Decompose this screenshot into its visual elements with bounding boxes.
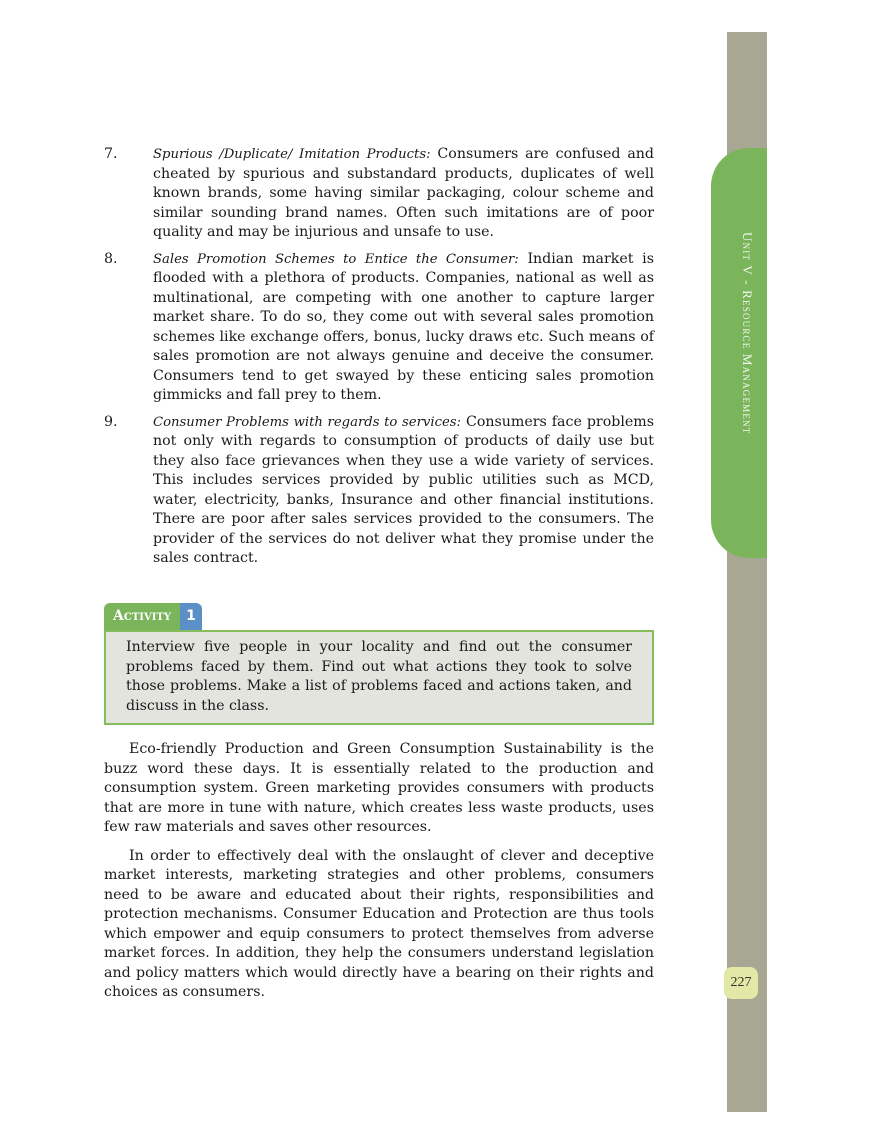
list-item-text: Indian market is flooded with a plethora of products. Companies, national as well as multinational, are competing with one another to capture larger market share. To do so, they come out with several sales promotion schemes like exchange offers, bonus, lucky draws etc. Such means of sales promotion are not always genuine and deceive the consumer. Consumers tend to get swayed by these enticing sales promotion gimmicks and fall prey to them. [153,250,654,403]
activity-text: Interview five people in your locality and find out the consumer problems faced by them. Find out what actions they took to solve those problems. Make a list of problems faced and actions taken, and discuss in the class. [104,630,654,725]
list-item [104,145,654,243]
list-item-text: Consumers face problems not only with regards to consumption of products of daily use but they also face grievances when they use a wide variety of services. This includes services provided by public utilities such as MCD, water, electricity, banks, Insurance and other financial institutions. There are poor after sales services provided to the consumers. The provider of the services do not deliver what they promise under the sales contract. [153,413,654,566]
list-item-number: 8. [104,250,118,267]
activity-header [104,603,654,630]
paragraph: Eco-friendly Production and Green Consumption Sustainability is the buzz word these days. It is essentially related to the production and consumption system. Green marketing provides consumers with products that are more in tune with nature, which creates less waste products, uses few raw materials and saves other resources. [104,741,654,835]
list-item-title: Consumer Problems with regards to services: [153,414,461,430]
unit-label: Unit V - Resource Management [740,232,755,435]
page-number: 227 [724,967,758,999]
activity-number: 1 [180,603,202,630]
problem-list [104,145,654,576]
list-item-text: Consumers are confused and cheated by spurious and substandard products, duplicates of well known brands, some having similar packaging, colour scheme and similar sounding brand names. Often such imitations are of poor quality and may be injurious and unsafe to use. [153,146,654,240]
list-item-number: 9. [104,413,118,430]
list-item-number: 7. [104,146,118,162]
paragraph: In order to effectively deal with the onslaught of clever and deceptive market interests, marketing strategies and other problems, consumers need to be aware and educated about their rights, responsibilities and protection mechanisms. Consumer Education and Protection are thus tools which empower and equip consumers to protect themselves from adverse market forces. In addition, they help the consumers understand legislation and policy matters which would directly have a bearing on their rights and choices as consumers. [104,847,654,1000]
list-item [104,413,654,569]
activity-box [104,603,654,725]
list-item-title: Sales Promotion Schemes to Entice the Consumer: [153,251,519,267]
activity-label: Activity [104,603,180,630]
body-text [104,740,654,1012]
list-item [104,250,654,406]
list-item-title: Spurious /Duplicate/ Imitation Products: [153,147,431,162]
